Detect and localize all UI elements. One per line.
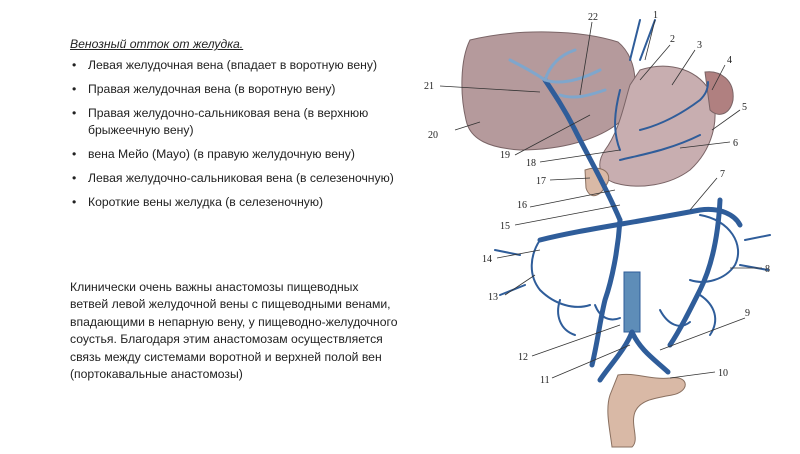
label-13: 13 [488, 292, 498, 303]
label-8: 8 [765, 264, 770, 275]
label-11: 11 [540, 375, 550, 386]
venous-drainage-illustration [415, 0, 800, 449]
list-item: • Левая желудочно-сальниковая вена (в селезеночную) [70, 170, 410, 187]
label-9: 9 [745, 308, 750, 319]
vena-cava-branches [600, 332, 668, 380]
label-14: 14 [482, 254, 492, 265]
list-item: • Левая желудочная вена (впадает в воротную вену) [70, 57, 410, 74]
label-5: 5 [742, 102, 747, 113]
clinical-paragraph: Клинически очень важны анастомозы пищеводных ветвей левой желудочной вены с пищеводными венами, впадающими в непарную вену, у пищеводно-желудочного соустья. Благодаря этим анастомозам осуществляется связь между системами воротной и верхней полой вен (портокавальные анастомозы) [70, 280, 398, 382]
list-item: • Правая желудочно-сальниковая вена (в верхнюю брыжеечную вену) [70, 105, 410, 139]
label-3: 3 [697, 40, 702, 51]
vein-list [70, 57, 410, 211]
spleen-shape [705, 72, 733, 115]
label-22: 22 [588, 12, 598, 23]
label-17: 17 [536, 176, 546, 187]
label-7: 7 [720, 169, 725, 180]
list-item: • Правая желудочная вена (в воротную вену) [70, 81, 410, 98]
label-15: 15 [500, 221, 510, 232]
text-column [70, 36, 410, 218]
label-19: 19 [500, 150, 510, 161]
duodenum-lower [608, 374, 685, 447]
liver-shape [462, 32, 635, 150]
label-1: 1 [653, 10, 658, 21]
list-item: • Короткие вены желудка (в селезеночную) [70, 194, 410, 211]
label-16: 16 [517, 200, 527, 211]
label-12: 12 [518, 352, 528, 363]
label-4: 4 [727, 55, 732, 66]
vena-cava [624, 272, 640, 332]
label-10: 10 [718, 368, 728, 379]
section-heading: Венозный отток от желудка. [70, 37, 244, 51]
label-6: 6 [733, 138, 738, 149]
anatomy-figure [415, 0, 800, 449]
label-21: 21 [424, 81, 434, 92]
label-20: 20 [428, 130, 438, 141]
list-item: • вена Мейо (Mayo) (в правую желудочную вену) [70, 146, 410, 163]
label-2: 2 [670, 34, 675, 45]
label-18: 18 [526, 158, 536, 169]
